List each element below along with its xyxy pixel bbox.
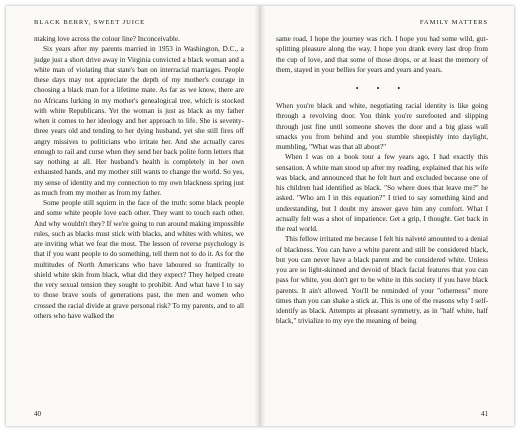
book-spread [6,6,514,426]
paragraph: Some people still squirm in the face of the truth: some black people and some white people love each other. They want to touch each other. And why wouldn't they? If we're going to run around making impossible rules, such as blacks must stick with blacks, and whites with whites, we are inviting what we fear the most. The lesson of reverse psychology is that if you want people to do something, tell them not to do it. As for the multitudes of North Americans who have laboured so frantically to shield white skin from black, what did they expect? They helped create the very sexual tension they sought to prohibit. And what have I to say to those brave souls of generations past, the men and women who crossed the racial divide at grave personal risk? To my parents, and to all others who have walked the [34,199,244,320]
section-break: • • • [355,84,409,93]
right-page [260,6,514,426]
paragraph: making love across the colour line? Inconceivable. [34,35,180,43]
right-page-body [276,34,488,327]
running-head-right: FAMILY MATTERS [419,19,488,26]
page-number-left: 40 [34,410,41,418]
paragraph: This fellow irritated me because I felt his naïveté amounted to a denial of blackness. You can have a white parent and still be considered black, but you can never have a black parent and be considered white. Unless you are so light-skinned and devoid of black facial features that you can pass for white, you don't get to be white in this society if you have black parents. It ain't allowed. You'll be reminded of your "otherness" more times than you can shake a stick at. This is one of the reasons why I self-identify as black. Attempts at pleasant symmetry, as in "half white, half black," trivialize to my eye the meaning of being [276,235,488,326]
running-head-left: BLACK BERRY, SWEET JUICE [34,19,146,26]
paragraph: same road, I hope the journey was rich. I hope you had some wild, gut-splitting pleasure along the way. I hope you drank every last drop from the cup of love, and that some of those drops, or at least the memory of them, stayed in your bellies for years and years and years. [276,35,488,74]
left-page [6,6,260,426]
left-page-body [34,34,244,321]
page-number-right: 41 [481,410,488,418]
paragraph: When I was on a book tour a few years ago, I had exactly this sensation. A white man stood up after my reading, explained that his wife was black, and announced that he felt hurt and excluded because one of his children had identified as black. "So where does that leave me?" he asked. "Who am I in this equation?" I tried to say something kind and understanding, but I doubt my answer gave him any comfort. What I actually felt was a shot of impatience. Get a grip, I thought. Get back in the real world. [276,153,488,233]
paragraph: Six years after my parents married in 1953 in Washington, D.C., a judge just a short drive away in Virginia convicted a black woman and a white man of violating that state's ban on interracial marriages. People these days may not appreciate the depth of my mother's courage in choosing a black man for a lifetime mate. As far as we know, there are no Africans lurking in my mother's genealogical tree, which is stocked with white Republicans. Yet the woman is just as black as my father when it comes to her ideology and her approach to life. She is seventy-three years old and tending to her dying husband, yet she still fires off angry missives to politicians who irritate her. And she actually cares enough to rail and curse when they send her back polite form letters that say nothing at all. Her husband's health is completely in her own exhausted hands, and my mother still wants to change the world. So yes, my sense of identity and my connection to my own blackness spring just as much from my mother as from my father. [34,45,244,197]
paragraph: When you're black and white, negotiating racial identity is like going through a revolving door. You think you're surefooted and slipping through just fine until someone shoves the door and a big glass wall smacks you from behind and you stumble sheepishly into daylight, mumbling, "What was that all about?" [276,102,488,151]
